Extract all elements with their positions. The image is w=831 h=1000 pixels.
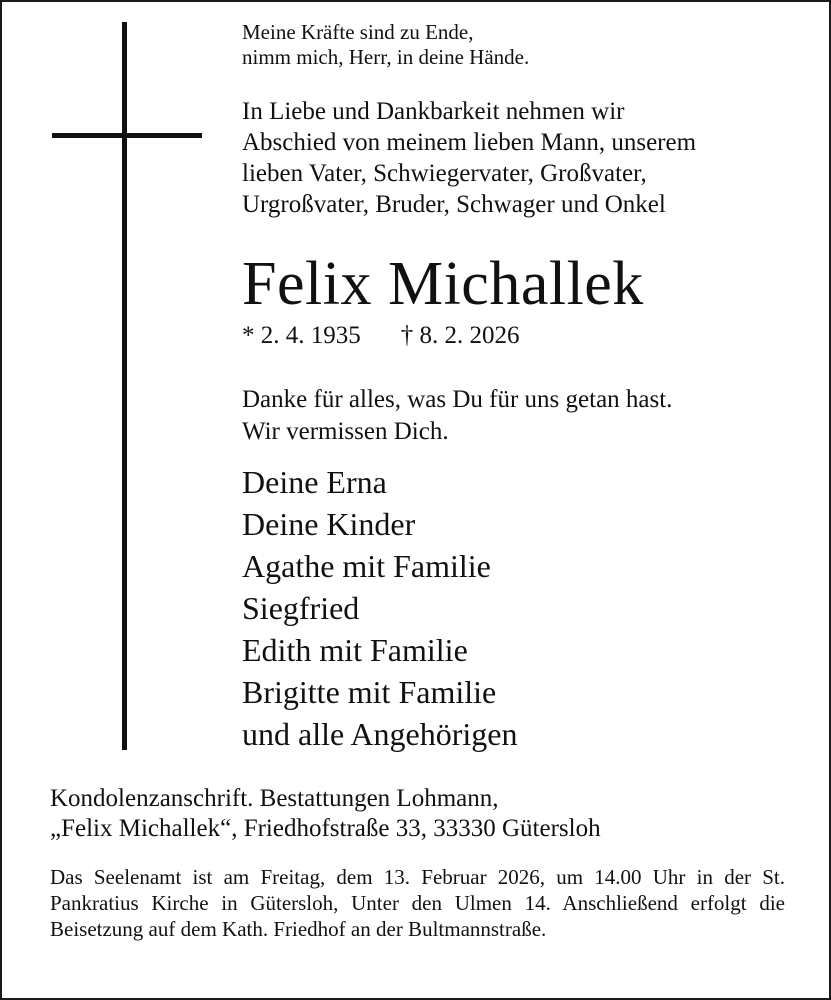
condolence-address <box>50 784 601 844</box>
life-dates <box>242 320 812 352</box>
mourner: Brigitte mit Familie <box>242 674 497 710</box>
intro-text <box>242 96 812 220</box>
verse-line: nimm mich, Herr, in deine Hände. <box>242 45 530 69</box>
funeral-notice: Das Seelenamt ist am Freitag, dem 13. Februar 2026, um 14.00 Uhr in der St. Pankratius Kirche in Gütersloh, Unter den Ulmen 14. Anschließend erfolgt die Beisetzung auf dem Kath. Friedhof an der Bultmannstraße. <box>50 865 785 941</box>
mourner: Edith mit Familie <box>242 632 468 668</box>
verse <box>242 20 812 70</box>
mourner: und alle Angehörigen <box>242 716 518 752</box>
thanks-line: Danke für alles, was Du für uns getan hast. <box>242 386 673 413</box>
mourner: Siegfried <box>242 590 360 626</box>
thanks-text <box>242 384 812 448</box>
condolence-line: Kondolenzanschrift. Bestattungen Lohmann, <box>50 785 499 812</box>
condolence-line: „Felix Michallek“, Friedhofstraße 33, 33330 Gütersloh <box>50 815 601 842</box>
mourner: Agathe mit Familie <box>242 548 491 584</box>
verse-line: Meine Kräfte sind zu Ende, <box>242 20 474 44</box>
cross-icon <box>122 22 127 750</box>
mourner: Deine Kinder <box>242 506 416 542</box>
death-date: † 8. 2. 2026 <box>400 322 520 349</box>
mourner: Deine Erna <box>242 464 387 500</box>
intro-line: Urgroßvater, Bruder, Schwager und Onkel <box>242 191 666 218</box>
thanks-line: Wir vermissen Dich. <box>242 418 449 445</box>
intro-line: Abschied von meinem lieben Mann, unserem <box>242 129 697 156</box>
birth-date: * 2. 4. 1935 <box>242 322 361 349</box>
cross-icon-bar <box>52 133 202 138</box>
intro-line: In Liebe und Dankbarkeit nehmen wir <box>242 98 625 125</box>
intro-line: lieben Vater, Schwiegervater, Großvater, <box>242 160 647 187</box>
deceased-name: Felix Michallek <box>242 250 644 318</box>
mourners-list <box>242 461 812 755</box>
